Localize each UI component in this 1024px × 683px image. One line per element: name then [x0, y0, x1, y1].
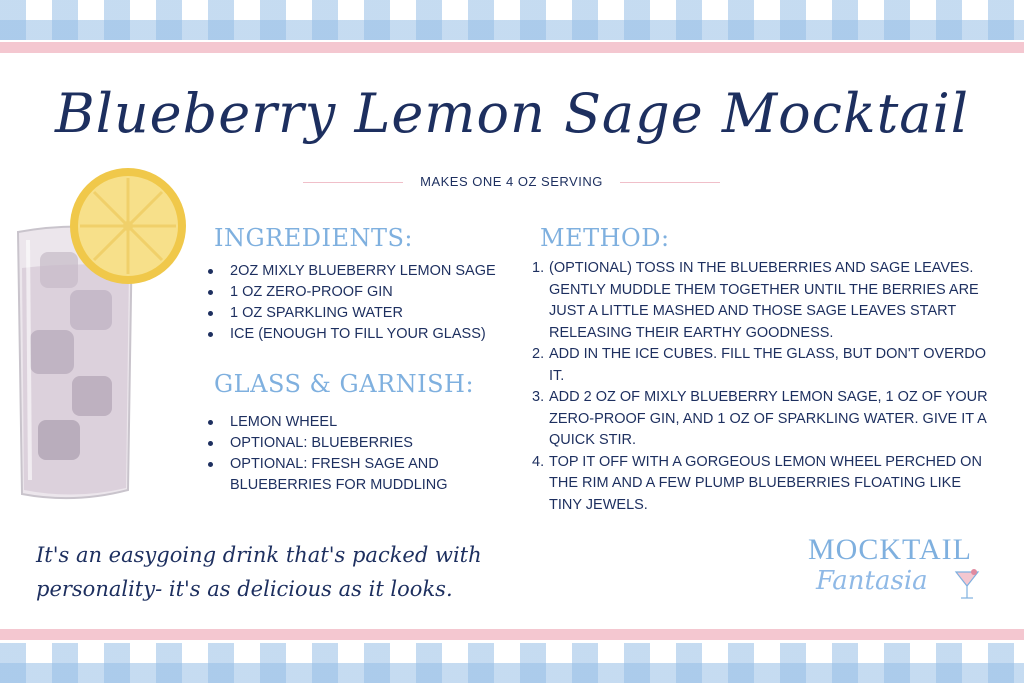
list-item: OPTIONAL: FRESH SAGE AND BLUEBERRIES FOR MUDDLING	[204, 454, 504, 496]
list-item: LEMON WHEEL	[204, 412, 504, 433]
lemon-wheel-icon	[70, 168, 186, 284]
gingham-border-bottom	[0, 643, 1024, 683]
method-heading: METHOD:	[540, 224, 670, 252]
recipe-title: Blueberry Lemon Sage Mocktail	[54, 82, 970, 145]
logo-script: Fantasia	[816, 566, 928, 596]
method-step: 2. ADD IN THE ICE CUBES. FILL THE GLASS, BUT DON'T OVERDO IT.	[532, 346, 987, 384]
divider-right	[620, 182, 720, 183]
list-item: 1 OZ SPARKLING WATER	[204, 303, 534, 324]
brand-logo	[808, 534, 988, 596]
pink-stripe-bottom	[0, 629, 1024, 640]
list-item: OPTIONAL: BLUEBERRIES	[204, 433, 504, 454]
method-steps	[532, 258, 992, 516]
divider-left	[303, 182, 403, 183]
logo-wordmark: MOCKTAIL	[808, 533, 972, 566]
ingredients-heading: INGREDIENTS:	[214, 224, 414, 252]
ingredients-list	[204, 261, 534, 345]
glass-garnish-list	[204, 412, 504, 496]
serving-size: MAKES ONE 4 OZ SERVING	[420, 174, 603, 189]
martini-glass-icon	[954, 568, 980, 602]
glass-garnish-heading: GLASS & GARNISH:	[214, 370, 475, 398]
method-step: 4. TOP IT OFF WITH A GORGEOUS LEMON WHEEL PERCHED ON THE RIM AND A FEW PLUMP BLUEBERRIES FLOATING LIKE TINY JEWELS.	[532, 453, 982, 513]
tagline: It's an easygoing drink that's packed with personality- it's as delicious as it looks.	[36, 543, 482, 601]
list-item: 2OZ MIXLY BLUEBERRY LEMON SAGE	[204, 261, 534, 282]
list-item: ICE (ENOUGH TO FILL YOUR GLASS)	[204, 324, 534, 345]
method-step: 3. ADD 2 OZ OF MIXLY BLUEBERRY LEMON SAGE, 1 OZ OF YOUR ZERO-PROOF GIN, AND 1 OZ OF SPARKLING WATER. GIVE IT A QUICK STIR.	[532, 389, 988, 448]
method-step: 1. (OPTIONAL) TOSS IN THE BLUEBERRIES AND SAGE LEAVES. GENTLY MUDDLE THEM TOGETHER UNTIL THE BERRIES ARE JUST A LITTLE MASHED AND THOSE SAGE LEAVES START RELEASING THEIR EARTHY GOODNESS.	[532, 260, 979, 341]
mocktail-glass-illustration	[0, 0, 200, 520]
list-item: 1 OZ ZERO-PROOF GIN	[204, 282, 534, 303]
